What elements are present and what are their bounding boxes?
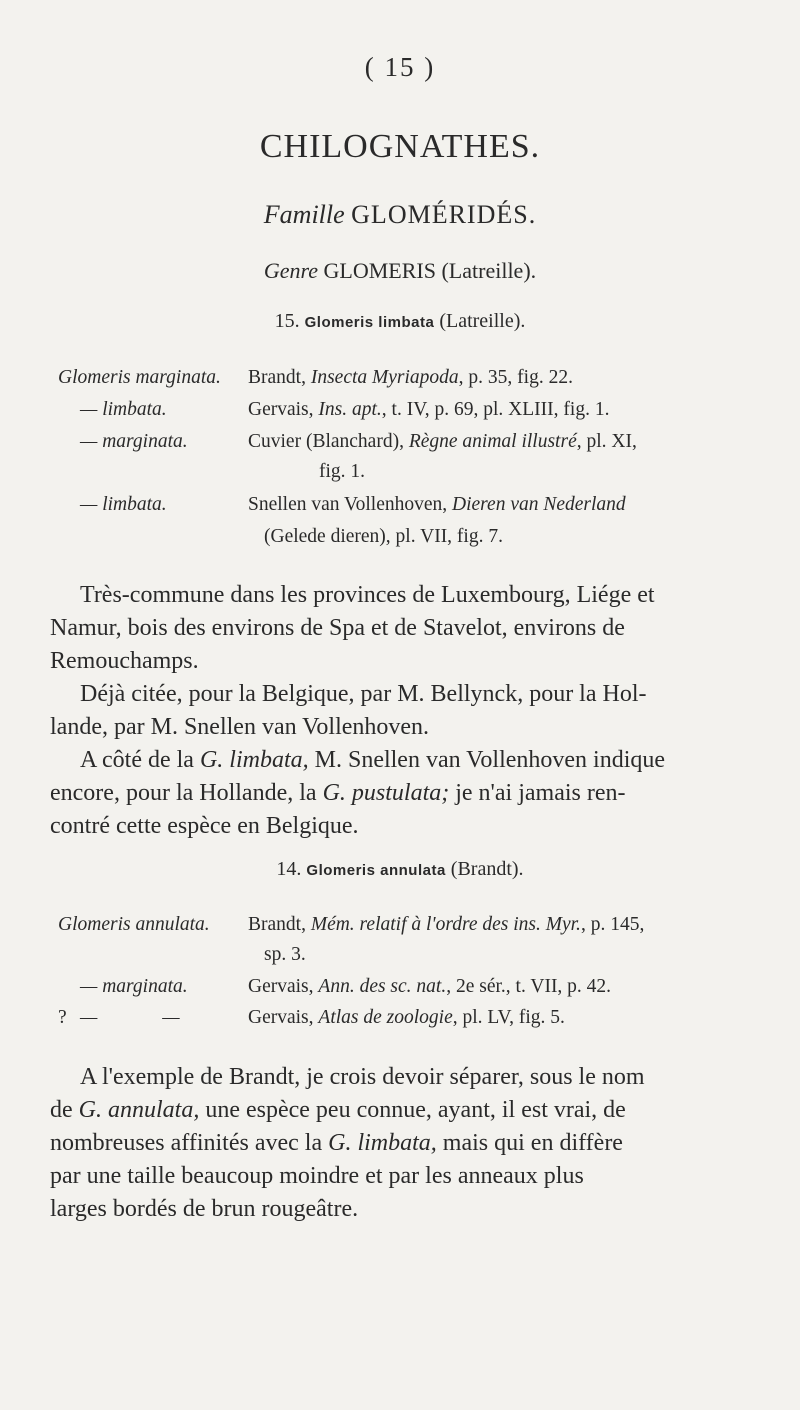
species-name: Glomeris annulata [306, 862, 446, 879]
synonym-reference: Brandt, Mém. relatif à l'ordre des ins. Myr., p. 145, [248, 914, 645, 935]
text-line: nombreuses affinités avec la G. limbata, mais qui en diffère [50, 1130, 623, 1156]
page-number: ( 15 ) [364, 52, 436, 82]
genre-name: GLOMERIS (Latreille). [323, 258, 537, 283]
order-title: CHILOGNATHES. [259, 128, 541, 165]
synonym-name: — marginata. [80, 976, 188, 997]
family-prefix: Famille [263, 200, 345, 229]
text-line: par une taille beaucoup moindre et par les anneaux plus [50, 1163, 584, 1189]
synonym-reference: Cuvier (Blanchard), Règne animal illustré, pl. XI, [248, 431, 637, 452]
synonym-reference: Brandt, Insecta Myriapoda, p. 35, fig. 22. [248, 367, 573, 388]
text-line: larges bordés de brun rougeâtre. [50, 1196, 359, 1222]
synonym-reference-cont: fig. 1. [319, 461, 366, 482]
synonym-query-mark: ? [58, 1007, 67, 1028]
genre-heading [0, 258, 800, 284]
text-line: Remouchamps. [50, 648, 199, 674]
synonym-name: — — [80, 1007, 180, 1028]
synonym-name: — limbata. [80, 399, 167, 420]
species-number: 15. [274, 310, 300, 332]
synonym-reference: Gervais, Atlas de zoologie, pl. LV, fig. 5. [248, 1007, 565, 1028]
species-author: (Latreille). [439, 310, 526, 332]
synonym-reference: Gervais, Ins. apt., t. IV, p. 69, pl. XLIII, fig. 1. [248, 399, 610, 420]
synonym-name: — limbata. [80, 494, 167, 515]
species-heading [0, 310, 800, 333]
species-number: 14. [276, 858, 302, 880]
synonym-name: Glomeris annulata. [58, 914, 210, 935]
text-line: Très-commune dans les provinces de Luxembourg, Liége et [80, 582, 655, 608]
synonym-reference-cont: (Gelede dieren), pl. VII, fig. 7. [264, 526, 503, 547]
family-heading [0, 200, 800, 230]
synonym-reference: Gervais, Ann. des sc. nat., 2e sér., t. VII, p. 42. [248, 976, 612, 997]
family-name: GLOMÉRIDÉS. [351, 200, 537, 229]
text-line: A l'exemple de Brandt, je crois devoir séparer, sous le nom [80, 1064, 645, 1090]
text-line: Namur, bois des environs de Spa et de Stavelot, environs de [50, 615, 625, 641]
species-heading [0, 858, 800, 881]
synonym-name: — marginata. [80, 431, 188, 452]
text-line: contré cette espèce en Belgique. [50, 813, 359, 839]
synonym-reference-cont: sp. 3. [264, 944, 306, 965]
species-author: (Brandt). [450, 858, 524, 880]
synonym-name: Glomeris marginata. [58, 367, 221, 388]
genre-prefix: Genre [263, 258, 319, 283]
species-name: Glomeris limbata [304, 314, 435, 331]
synonym-reference: Snellen van Vollenhoven, Dieren van Nederland [248, 494, 626, 515]
text-line: de G. annulata, une espèce peu connue, ayant, il est vrai, de [50, 1097, 626, 1123]
text-line: encore, pour la Hollande, la G. pustulata; je n'ai jamais ren- [50, 780, 626, 806]
text-line: A côté de la G. limbata, M. Snellen van Vollenhoven indique [80, 747, 666, 773]
text-line: lande, par M. Snellen van Vollenhoven. [50, 714, 430, 740]
text-line: Déjà citée, pour la Belgique, par M. Bellynck, pour la Hol- [80, 681, 647, 707]
